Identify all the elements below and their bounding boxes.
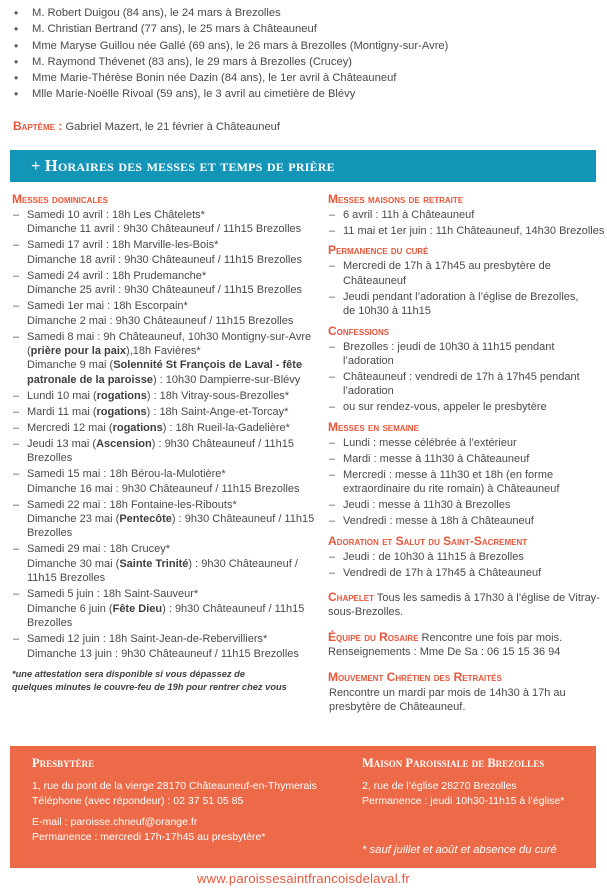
schedule-text: ) : 18h Vitray-sous-Brezolles*: [146, 389, 290, 402]
absence-footnote: * sauf juillet et août et absence du curé: [362, 844, 557, 856]
mass-schedule-item: [12, 542, 317, 585]
list-item: [328, 259, 605, 288]
attestation-note-line: *une attestation sera disponible si vous dépassez de: [12, 668, 246, 679]
schedule-text: ) : 9h30 Châteauneuf / 11h15: [171, 513, 315, 526]
feast-name: Sainte Trinité: [119, 557, 189, 570]
mass-schedule-line: [27, 526, 317, 540]
section-header-bar: [10, 150, 596, 182]
mass-schedule-item: [12, 238, 317, 267]
schedule-text: Samedi 29 mai : 18h Crucey*: [27, 543, 171, 556]
schedule-text: Samedi 22 mai : 18h Fontaine-les-Ribouts*: [27, 498, 237, 511]
chapelet-label: Chapelet: [328, 590, 375, 605]
feast-name: rogations: [96, 389, 147, 402]
list-item: [328, 224, 605, 238]
rosaire-text: Rencontre une fois par mois.: [418, 631, 563, 644]
mass-schedule-line: [27, 482, 317, 496]
adoration-title: Adoration et Salut du Saint-Sacrement: [328, 533, 528, 548]
schedule-text: Jeudi 13 mai (: [27, 437, 97, 450]
mass-schedule-line: [27, 647, 317, 661]
list-item-line: – Brezolles : jeudi de 10h30 à 11h15 pendant: [343, 340, 555, 353]
mass-schedule-item: [12, 437, 317, 466]
list-item-line: de 10h30 à 11h15: [343, 305, 431, 318]
list-item: [328, 498, 605, 512]
list-item: [328, 566, 605, 580]
mass-schedule-line: [27, 587, 317, 601]
list-item-line: extraordinaire du rite romain) à Châteauneuf: [343, 483, 560, 496]
maison-paroissiale-block: [362, 756, 565, 856]
schedule-text: Dimanche 25 avril : 9h30 Châteauneuf / 11h15 Brezolles: [27, 284, 302, 297]
schedule-text: Brezolles: [27, 452, 73, 465]
section-confessions: [328, 324, 605, 415]
section-mcr: [328, 670, 605, 715]
mass-schedule-item: [12, 587, 317, 630]
schedule-text: Dimanche 13 juin : 9h30 Châteauneuf / 11h15 Brezolles: [27, 647, 299, 660]
schedule-text: Samedi 8 mai : 9h Châteauneuf, 10h30 Montigny-sur-Avre: [27, 330, 312, 343]
list-item-line: – Jeudi : messe à 11h30 à Brezolles: [343, 499, 511, 512]
maison-paroissiale-title: Maison Paroissiale de Brezolles: [362, 756, 545, 770]
schedule-text: Samedi 1er mai : 18h Escorpain*: [27, 300, 188, 313]
list-item: [328, 550, 605, 564]
maisons-retraite-title: Messes maisons de retraite: [328, 192, 464, 206]
list-item-line: – Châteauneuf : vendredi de 17h à 17h45 pendant: [343, 371, 580, 384]
messes-semaine-list: [328, 436, 605, 529]
mass-schedule-item: [12, 269, 317, 298]
list-item: [328, 208, 605, 222]
list-item-line: – Jeudi : de 10h30 à 11h15 à Brezolles: [343, 550, 524, 563]
schedule-text: Brezolles: [27, 527, 73, 540]
section-adoration: [328, 534, 605, 580]
schedule-text: ) : 10h30 Dampierre-sur-Blévy: [152, 373, 301, 386]
mass-schedule-line: [27, 451, 317, 465]
list-item-line: – Mercredi de 17h à 17h45 au presbytère de: [343, 260, 551, 273]
schedule-text: Samedi 12 juin : 18h Saint-Jean-de-Rebervilliers*: [27, 633, 268, 646]
chapelet-text: Tous les samedis à 17h30 à l’église de Vitray-: [374, 592, 600, 605]
mass-schedule-item: [12, 208, 317, 237]
schedule-text: Dimanche 23 mai (: [27, 513, 120, 526]
presbytere-address: 1, rue du pont de la vierge 28170 Châteauneuf-en-Thymerais: [32, 780, 317, 792]
mass-schedule-line: [27, 283, 317, 297]
schedule-text: ),18h Favières*: [126, 345, 201, 358]
death-entry: • Mme Maryse Guillou née Gallé (69 ans), le 26 mars à Brezolles (Montigny-sur-Avre): [14, 38, 604, 54]
deaths-list: [14, 5, 604, 103]
mass-schedule-item: [12, 330, 317, 388]
mcr-text: presbytère de Châteauneuf.: [329, 701, 466, 714]
list-item: [328, 370, 605, 399]
list-item: [328, 436, 605, 450]
schedule-text: Dimanche 30 mai (: [27, 557, 120, 570]
list-item: [328, 468, 605, 497]
list-item-line: – Vendredi de 17h à 17h45 à Châteauneuf: [343, 566, 542, 579]
mass-schedule-line: [27, 437, 317, 451]
mass-schedule-item: [12, 498, 317, 541]
mass-schedule-item: [12, 421, 317, 435]
rosaire-label: Équipe du Rosaire: [328, 629, 419, 644]
list-item-line: – Jeudi pendant l’adoration à l’église de Brezolles,: [343, 290, 579, 303]
schedule-text: (: [27, 345, 31, 358]
messes-dominicales-title: Messes dominicales: [12, 192, 109, 206]
schedule-text: Samedi 15 mai : 18h Bérou-la-Mulotière*: [27, 468, 226, 481]
bapteme-label: Baptême :: [13, 119, 63, 133]
attestation-note-line: quelques minutes le couvre-feu de 19h pour rentrer chez vous: [12, 681, 287, 692]
attestation-note: [12, 668, 317, 694]
presbytere-block: [32, 756, 317, 844]
mass-schedule-item: [12, 405, 317, 419]
death-entry: • M. Robert Duigou (84 ans), le 24 mars à Brezolles: [14, 5, 604, 21]
list-item: [328, 290, 605, 319]
presbytere-title: Presbytère: [32, 756, 95, 770]
schedule-text: Samedi 10 avril : 18h Les Châtelets*: [27, 209, 205, 221]
feast-name: Ascension: [96, 437, 152, 450]
section-chapelet: [328, 590, 605, 620]
section-permanence-cure: [328, 243, 605, 318]
mass-schedule-item: [12, 299, 317, 328]
death-entry: • Mme Marie-Thérèse Bonin née Dazin (84 ans), le 1er avril à Châteauneuf: [14, 70, 604, 86]
mcr-text: Rencontre un mardi par mois de 14h30 à 17h au: [329, 686, 566, 699]
mass-schedule-line: [27, 512, 317, 526]
mcr-title: Mouvement Chrétien des Retraités: [328, 669, 502, 684]
mass-schedule-line: [27, 208, 317, 222]
mass-schedule-line: [27, 344, 317, 358]
section-messes-semaine: [328, 420, 605, 529]
left-column: [12, 192, 317, 694]
mass-schedule-line: [27, 616, 317, 630]
feast-name: rogations: [112, 421, 163, 434]
messes-semaine-title: Messes en semaine: [328, 419, 419, 434]
mass-schedule-line: [27, 542, 317, 556]
presbytere-permanence: Permanence : mercredi 17h-17h45 au presbytère*: [32, 830, 266, 843]
schedule-text: Brezolles: [27, 617, 73, 630]
schedule-text: Lundi 10 mai (: [27, 389, 97, 402]
schedule-text: Mercredi 12 mai (: [27, 421, 113, 434]
section-rosaire: [328, 630, 605, 660]
permanence-cure-title: Permanence du curé: [328, 243, 429, 258]
right-column: [328, 192, 605, 720]
mass-schedule-item: [12, 389, 317, 403]
schedule-text: Dimanche 16 mai : 9h30 Châteauneuf / 11h15 Brezolles: [27, 482, 300, 495]
schedule-text: ) : 9h30 Châteauneuf / 11h15: [151, 437, 295, 450]
feast-name: Pentecôte: [119, 513, 172, 526]
maisons-retraite-list: [328, 208, 605, 238]
schedule-text: Dimanche 11 avril : 9h30 Châteauneuf / 11h15 Brezolles: [27, 223, 302, 236]
mass-schedule-line: [27, 373, 317, 387]
feast-name: rogations: [96, 405, 147, 418]
mass-schedule-line: [27, 222, 317, 236]
section-header-title: + Horaires des messes et temps de prière: [31, 156, 335, 175]
list-item: [328, 400, 605, 414]
confessions-title: Confessions: [328, 323, 390, 338]
feast-name: prière pour la paix: [30, 345, 127, 358]
death-entry: • Mlle Marie-Noëlle Rivoal (59 ans), le 3 avril au cimetière de Blévy: [14, 86, 604, 102]
presbytere-email[interactable]: E-mail : paroisse.chneuf@orange.fr: [32, 816, 198, 828]
presbytere-phone[interactable]: Téléphone (avec répondeur) : 02 37 51 05 85: [32, 794, 244, 807]
list-item-line: – Mardi : messe à 11h30 à Châteauneuf: [343, 452, 530, 465]
mass-schedule-line: [27, 498, 317, 512]
mass-schedule-line: [27, 238, 317, 252]
maison-paroissiale-permanence: Permanence : jeudi 10h30-11h15 à l’église*: [362, 794, 565, 807]
mass-schedule-line: [27, 421, 317, 435]
section-maisons-retraite: [328, 192, 605, 238]
list-item-line: l’adoration: [343, 355, 394, 368]
mass-schedule-item: [12, 467, 317, 496]
list-item-line: Châteauneuf: [343, 274, 406, 287]
schedule-text: ) : 9h30 Châteauneuf /: [188, 557, 298, 570]
schedule-text: Samedi 17 avril : 18h Marville-les-Bois*: [27, 239, 219, 252]
adoration-list: [328, 550, 605, 580]
maison-paroissiale-address: 2, rue de l’église 28270 Brezolles: [362, 780, 517, 792]
website-link[interactable]: www.paroissesaintfrancoisdelaval.fr: [197, 871, 410, 886]
mass-schedule-line: [27, 330, 317, 344]
schedule-text: Dimanche 9 mai (: [27, 359, 114, 372]
list-item: [328, 452, 605, 466]
mass-schedule-line: [27, 602, 317, 616]
mass-schedule-line: [27, 405, 317, 419]
list-item-line: l’adoration: [343, 385, 394, 398]
mass-schedule-line: [27, 571, 317, 585]
mass-schedule-item: [12, 632, 317, 661]
list-item-line: – Mercredi : messe à 11h30 et 18h (en forme: [343, 468, 554, 481]
rosaire-contact: Renseignements : Mme De Sa : 06 15 15 36 94: [328, 646, 561, 659]
schedule-text: ) : 18h Saint-Ange-et-Torcay*: [146, 405, 289, 418]
schedule-text: Samedi 24 avril : 18h Prudemanche*: [27, 269, 207, 282]
mass-schedule-line: [27, 269, 317, 283]
list-item-line: – Lundi : messe célébrée à l’extérieur: [343, 436, 517, 449]
schedule-text: Dimanche 2 mai : 9h30 Châteauneuf / 11h15 Brezolles: [27, 314, 294, 327]
schedule-text: Dimanche 6 juin (: [27, 602, 113, 615]
list-item: [328, 340, 605, 369]
list-item-line: – 6 avril : 11h à Châteauneuf: [343, 209, 475, 221]
schedule-text: Mardi 11 mai (: [27, 405, 97, 418]
schedule-text: 11h15 Brezolles: [27, 572, 106, 585]
feast-name: Fête Dieu: [112, 602, 163, 615]
bapteme-line: [13, 118, 280, 135]
list-item-line: – ou sur rendez-vous, appeler le presbytère: [343, 401, 547, 414]
mass-schedule-line: [27, 314, 317, 328]
schedule-text: ) : 9h30 Châteauneuf / 11h15: [162, 602, 305, 615]
confessions-list: [328, 340, 605, 415]
list-item: [328, 514, 605, 528]
permanence-cure-list: [328, 259, 605, 318]
mass-schedule-line: [27, 557, 317, 571]
bapteme-text: Gabriel Mazert, le 21 février à Châteauneuf: [62, 121, 280, 133]
messes-dominicales-list: [12, 208, 317, 661]
death-entry: • M. Christian Bertrand (77 ans), le 25 mars à Châteauneuf: [14, 21, 604, 37]
schedule-text: Dimanche 18 avril : 9h30 Châteauneuf / 11h15 Brezolles: [27, 253, 302, 266]
schedule-text: Samedi 5 juin : 18h Saint-Sauveur*: [27, 588, 199, 601]
mass-schedule-line: [27, 467, 317, 481]
feast-name: patronale de la paroisse: [27, 373, 153, 386]
schedule-text: ) : 18h Rueil-la-Gadelière*: [162, 421, 290, 434]
chapelet-text: sous-Brezolles.: [328, 606, 404, 619]
mass-schedule-line: [27, 632, 317, 646]
mass-schedule-line: [27, 253, 317, 267]
mass-schedule-line: [27, 358, 317, 372]
list-item-line: – Vendredi : messe à 18h à Châteauneuf: [343, 515, 534, 528]
death-entry: • M. Raymond Thévenet (83 ans), le 29 mars à Brezolles (Crucey): [14, 54, 604, 70]
mass-schedule-line: [27, 299, 317, 313]
list-item-line: – 11 mai et 1er juin : 11h Châteauneuf, 14h30 Brezolles: [343, 225, 605, 237]
contact-box: [10, 746, 596, 868]
feast-name: Solennité St François de Laval - fête: [113, 359, 303, 372]
mass-schedule-line: [27, 389, 317, 403]
